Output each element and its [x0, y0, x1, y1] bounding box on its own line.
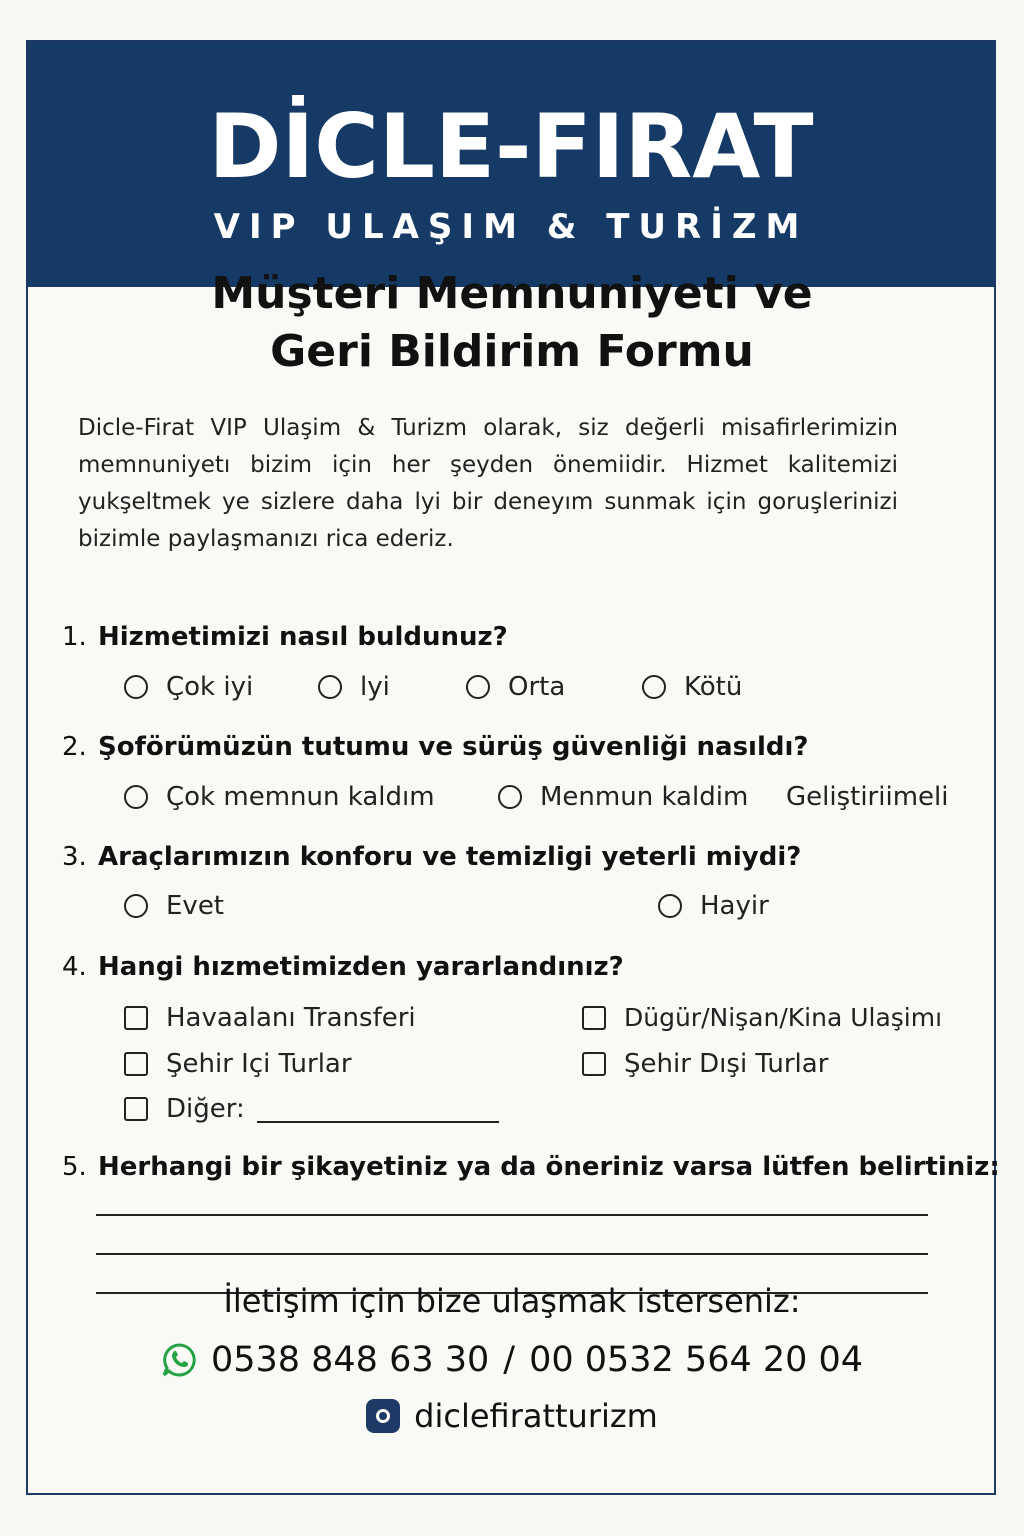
q2-option-1[interactable] — [124, 782, 435, 812]
intro-paragraph: Dicle-Firat VIP Ulaşim & Turizm olarak, siz değerli misafirlerimizin memnuniyetı bizim için her şeyden önemiidir. Hizmet kalitemizi yukşeltmek ye sizlere daha lyi bir deneyım sunmak için goruşlerinizi bizimle paylaşmanızı rica ederiz. — [78, 415, 898, 552]
instagram-handle[interactable]: diclefiratturizm — [414, 1397, 658, 1435]
contact-social — [0, 1397, 1024, 1435]
whatsapp-icon — [161, 1342, 197, 1378]
instagram-icon — [366, 1399, 400, 1433]
option-label: Dügür/Nişan/Kina Ulaşimı — [624, 1003, 943, 1032]
q4-option-1[interactable] — [124, 1003, 416, 1033]
question-4 — [62, 952, 624, 982]
phone-number-1[interactable]: 0538 848 63 30 — [210, 1340, 490, 1380]
option-label: Orta — [508, 672, 566, 702]
option-label: Şehir Içi Turlar — [166, 1049, 352, 1079]
checkbox[interactable] — [124, 1006, 148, 1030]
q1-option-2[interactable] — [318, 672, 390, 702]
question-text: Herhangi bir şikayetiniz ya da öneriniz varsa lütfen belirtiniz: — [98, 1152, 1000, 1182]
option-label: Çok memnun kaldım — [166, 782, 435, 812]
contact-title: İletişim için bize ulaşmak isterseniz: — [223, 1282, 801, 1320]
form-title-line2: Geri Bildirim Formu — [270, 326, 754, 377]
question-5 — [62, 1152, 1000, 1182]
question-number: 3. — [62, 842, 87, 872]
q3-option-2[interactable] — [658, 891, 769, 921]
radio-button[interactable] — [642, 675, 666, 699]
brand-tagline: VIP ULAŞIM & TURİZM — [213, 207, 809, 247]
q1-option-1[interactable] — [124, 672, 253, 702]
q3-option-1[interactable] — [124, 891, 224, 921]
option-label: Hayir — [700, 891, 769, 921]
radio-button[interactable] — [466, 675, 490, 699]
question-number: 5. — [62, 1152, 87, 1182]
q4-option-4[interactable] — [582, 1049, 828, 1079]
checkbox[interactable] — [582, 1006, 606, 1030]
question-number: 2. — [62, 732, 87, 762]
q4-option-other[interactable] — [124, 1094, 499, 1124]
option-label: Evet — [166, 891, 225, 921]
header-banner — [28, 42, 994, 287]
q2-option-2[interactable] — [498, 782, 748, 812]
other-text-field[interactable] — [257, 1095, 499, 1123]
q4-option-3[interactable] — [124, 1049, 352, 1079]
question-1 — [62, 622, 508, 652]
q1-option-4[interactable] — [642, 672, 742, 702]
form-title — [0, 265, 1024, 381]
radio-button[interactable] — [124, 894, 148, 918]
option-label: Diğer: — [166, 1094, 245, 1124]
option-label: Havaalanı Transferi — [166, 1003, 416, 1033]
question-2 — [62, 732, 808, 762]
radio-button[interactable] — [498, 785, 522, 809]
question-text: Şoförümüzün tutumu ve sürüş güvenliği nasıldı? — [98, 732, 809, 762]
form-title-line1: Müşteri Memnuniyeti ve — [211, 268, 813, 319]
q2-option-3[interactable] — [786, 782, 948, 812]
phone-separator: / — [503, 1340, 516, 1380]
radio-button[interactable] — [124, 675, 148, 699]
radio-button[interactable] — [124, 785, 148, 809]
question-3 — [62, 842, 801, 872]
question-text: Hizmetimizi nasıl buldunuz? — [98, 622, 508, 652]
contact-phones — [0, 1340, 1024, 1380]
answer-line-1[interactable] — [96, 1214, 928, 1216]
brand-name: DİCLE-FIRAT — [208, 95, 814, 198]
checkbox[interactable] — [124, 1052, 148, 1076]
form-sheet — [26, 40, 996, 1495]
checkbox[interactable] — [124, 1097, 148, 1121]
option-label: Şehir Dışi Turlar — [624, 1049, 829, 1079]
option-label: lyi — [360, 672, 390, 702]
answer-line-2[interactable] — [96, 1253, 928, 1255]
radio-button[interactable] — [318, 675, 342, 699]
option-label: Çok iyi — [166, 672, 254, 702]
question-number: 1. — [62, 622, 87, 652]
checkbox[interactable] — [582, 1052, 606, 1076]
option-label: Menmun kaldim — [540, 782, 749, 812]
question-text: Araçlarımızın konforu ve temizligi yeterli miydi? — [98, 842, 802, 872]
question-text: Hangi hızmetimizden yararlandınız? — [98, 952, 624, 982]
option-label: Kötü — [684, 672, 743, 702]
phone-number-2[interactable]: 00 0532 564 20 04 — [529, 1340, 864, 1380]
question-number: 4. — [62, 952, 87, 982]
q4-option-2[interactable] — [582, 1003, 942, 1032]
radio-button[interactable] — [658, 894, 682, 918]
option-label: Geliştiriimeli — [786, 782, 949, 812]
q1-option-3[interactable] — [466, 672, 565, 702]
